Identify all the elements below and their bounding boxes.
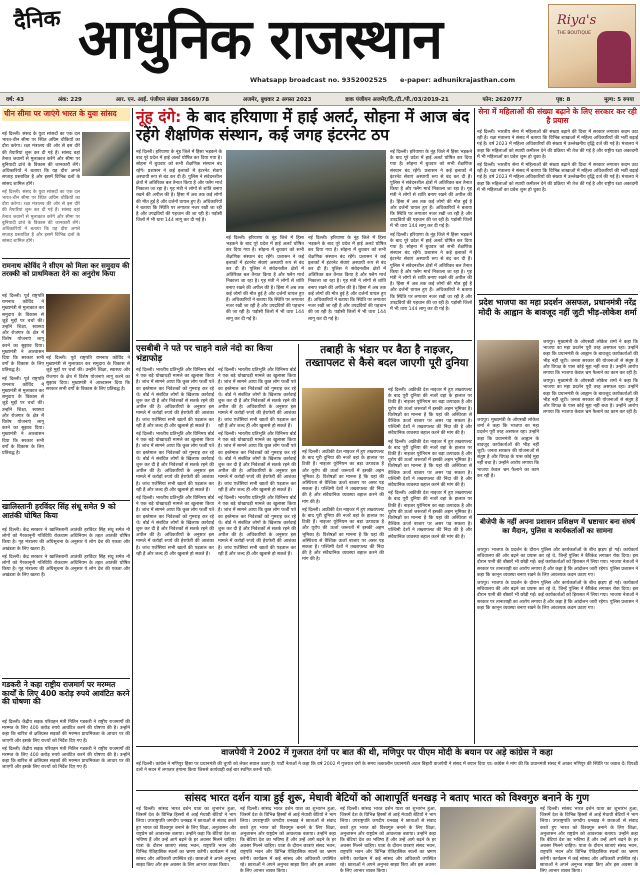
niger-body-1: नई दिल्ली। अफ्रीकी देश नाइजर में हुए तख्तापलट के बाद पूरी दुनिया की नजरें वहां के हालात पर टिकी हैं। नाइजर यूरेनियम का बड़ा उत्पादक है और यूरोप की ऊर्जा जरूरतों में इसकी अहम भूमिका है। विशेषज्ञों का मानना है कि यहां की अस्थिरता से वैश्विक ऊर्जा बाजार पर असर पड़ सकता है। पश्चिमी देशों ने तख्तापलट की निंदा की है और संवैधानिक व्यवस्था बहाल करने की मांग की है। नई दिल्ली। अफ्रीकी देश नाइजर में हुए तख्तापलट के बाद पूरी दुनिया की नजरें वहां के हालात पर टिकी हैं। नाइजर यूरेनियम का बड़ा उत्पादक है और यूरोप की ऊर्जा जरूरतों में इसकी अहम भूमिका है। विशेषज्ञों का मानना है कि यहां की अस्थिरता से वैश्विक ऊर्जा बाजार पर असर पड़ सकता है। पश्चिमी देशों ने तख्तापलट की निंदा की है और संवैधानिक व्यवस्था बहाल करने की मांग की है। <box>302 450 384 563</box>
left-mid-headline: रामनाथ कोविंद ने सीएम को मिला कर समुदाय की तरक्की को प्राथमिकता देने का अनुरोध किया <box>2 262 130 279</box>
left-mid-photo <box>46 294 130 352</box>
lead-story <box>136 108 472 338</box>
sebi-story <box>136 344 296 744</box>
bottom-photo <box>440 807 536 869</box>
right-mid-photo <box>477 340 539 414</box>
niger-body-2: नई दिल्ली। अफ्रीकी देश नाइजर में हुए तख्तापलट के बाद पूरी दुनिया की नजरें वहां के हालात पर टिकी हैं। नाइजर यूरेनियम का बड़ा उत्पादक है और यूरोप की ऊर्जा जरूरतों में इसकी अहम भूमिका है। विशेषज्ञों का मानना है कि यहां की अस्थिरता से वैश्विक ऊर्जा बाजार पर असर पड़ सकता है। पश्चिमी देशों ने तख्तापलट की निंदा की है और संवैधानिक व्यवस्था बहाल करने की मांग की है। नई दिल्ली। अफ्रीकी देश नाइजर में हुए तख्तापलट के बाद पूरी दुनिया की नजरें वहां के हालात पर टिकी हैं। नाइजर यूरेनियम का बड़ा उत्पादक है और यूरोप की ऊर्जा जरूरतों में इसकी अहम भूमिका है। विशेषज्ञों का मानना है कि यहां की अस्थिरता से वैश्विक ऊर्जा बाजार पर असर पड़ सकता है। पश्चिमी देशों ने तख्तापलट की निंदा की है और संवैधानिक व्यवस्था बहाल करने की मांग की है। नई दिल्ली। अफ्रीकी देश नाइजर में हुए तख्तापलट के बाद पूरी दुनिया की नजरें वहां के हालात पर टिकी हैं। नाइजर यूरेनियम का बड़ा उत्पादक है और यूरोप की ऊर्जा जरूरतों में इसकी अहम भूमिका है। विशेषज्ञों का मानना है कि यहां की अस्थिरता से वैश्विक ऊर्जा बाजार पर असर पड़ सकता है। पश्चिमी देशों ने तख्तापलट की निंदा की है और संवैधानिक व्यवस्था बहाल करने की मांग की है। <box>388 388 472 540</box>
right-column <box>477 108 638 744</box>
lead-body-2: नई दिल्ली। हरियाणा के नूंह जिले में हिंसा भड़कने के बाद पूरे प्रदेश में हाई अलर्ट घोषित कर दिया गया है। सोहना में बुधवार को सभी शैक्षणिक संस्थान बंद रहेंगे। प्रशासन ने कई इलाकों में इंटरनेट सेवाएं अस्थायी रूप से बंद कर दी हैं। पुलिस ने संवेदनशील क्षेत्रों में अतिरिक्त बल तैनात किया है और फ्लैग मार्च निकाला जा रहा है। गृह मंत्री ने लोगों से शांति बनाए रखने की अपील की है। हिंसा में अब तक कई लोगों की मौत हुई है और दर्जनों घायल हुए हैं। अधिकारियों ने बताया कि स्थिति पर लगातार नजर रखी जा रही है और उपद्रवियों की पहचान की जा रही है। पड़ोसी जिलों में भी धारा 144 लागू कर दी गई है। <box>226 236 304 322</box>
band-body: नई दिल्ली। कांग्रेस ने मणिपुर हिंसा पर प्रधानमंत्री की चुप्पी को लेकर सवाल उठाए हैं। पार्टी नेताओं ने कहा कि वर्ष 2002 में गुजरात दंगों के समय तत्कालीन प्रधानमंत्री अटल बिहारी वाजपेयी ने संसद में बयान दिया था। कांग्रेस ने मांग की कि प्रधानमंत्री संसद में आकर मणिपुर की स्थिति पर जवाब दें। विपक्षी दलों ने सदन में लगातार हंगामा किया जिससे कार्यवाही कई बार स्थगित करनी पड़ी। <box>136 762 638 774</box>
niger-story <box>302 344 472 744</box>
right-top-body: नई दिल्ली। भारतीय सेना में महिलाओं की संख्या बढ़ाने की दिशा में सरकार लगातार कदम उठा रही है। रक्षा मंत्रालय ने संसद में बताया कि विभिन्न शाखाओं में महिला अधिकारियों की भर्ती बढ़ाई गई है। वर्ष 2023 में महिला अधिकारियों की संख्या में उल्लेखनीय वृद्धि दर्ज की गई है। मंत्रालय ने कहा कि महिलाओं को स्थायी कमीशन देने की प्रक्रिया भी तेज की गई है और राष्ट्रीय रक्षा अकादमी में भी महिलाओं का प्रवेश शुरू हो चुका है। नई दिल्ली। भारतीय सेना में महिलाओं की संख्या बढ़ाने की दिशा में सरकार लगातार कदम उठा रही है। रक्षा मंत्रालय ने संसद में बताया कि विभिन्न शाखाओं में महिला अधिकारियों की भर्ती बढ़ाई गई है। वर्ष 2023 में महिला अधिकारियों की संख्या में उल्लेखनीय वृद्धि दर्ज की गई है। मंत्रालय ने कहा कि महिलाओं को स्थायी कमीशन देने की प्रक्रिया भी तेज की गई है और राष्ट्रीय रक्षा अकादमी में भी महिलाओं का प्रवेश शुरू हो चुका है। <box>477 130 638 193</box>
left-mid-body: नई दिल्ली। पूर्व राष्ट्रपति रामनाथ कोविंद ने मुख्यमंत्री से मुलाकात कर समुदाय के विकास से जुड़े मुद्दों पर चर्चा की। उन्होंने शिक्षा, स्वास्थ्य और रोजगार के क्षेत्र में विशेष योजनाएं लागू करने का सुझाव दिया। मुख्यमंत्री ने आश्वासन दिया कि सरकार सभी वर्गों के विकास के लिए प्रतिबद्ध है। नई दिल्ली। पूर्व राष्ट्रपति रामनाथ कोविंद ने मुख्यमंत्री से मुलाकात कर समुदाय के विकास से जुड़े मुद्दों पर चर्चा की। उन्होंने शिक्षा, स्वास्थ्य और रोजगार के क्षेत्र में विशेष योजनाएं लागू करने का सुझाव दिया। मुख्यमंत्री ने आश्वासन दिया कि सरकार सभी वर्गों के विकास के लिए प्रतिबद्ध है। <box>2 294 44 457</box>
left-bottom-headline: गडकरी ने कहा राष्ट्रीय राजमार्ग पर मरम्मत कार्यों के लिए 400 करोड़ रुपये आवंटित करने की घोषणा की <box>2 680 130 707</box>
date: अजमेर, बुधवार 2 अगस्त 2023 <box>242 97 312 103</box>
sebi-body-1: नई दिल्ली। भारतीय प्रतिभूति और विनिमय बोर्ड ने एक बड़े धोखाधड़ी मामले का खुलासा किया है। जांच में सामने आया कि कुछ लोग फर्जी पते का इस्तेमाल कर निवेशकों को गुमराह कर रहे थे। बोर्ड ने संबंधित लोगों के खिलाफ कार्रवाई शुरू कर दी है और निवेशकों से सतर्क रहने की अपील की है। अधिकारियों के अनुसार इस मामले में करोड़ों रुपये की हेराफेरी की आशंका है। जांच एजेंसियां सभी खातों की पड़ताल कर रही हैं और जल्द ही और खुलासे हो सकते हैं। नई दिल्ली। भारतीय प्रतिभूति और विनिमय बोर्ड ने एक बड़े धोखाधड़ी मामले का खुलासा किया है। जांच में सामने आया कि कुछ लोग फर्जी पते का इस्तेमाल कर निवेशकों को गुमराह कर रहे थे। बोर्ड ने संबंधित लोगों के खिलाफ कार्रवाई शुरू कर दी है और निवेशकों से सतर्क रहने की अपील की है। अधिकारियों के अनुसार इस मामले में करोड़ों रुपये की हेराफेरी की आशंका है। जांच एजेंसियां सभी खातों की पड़ताल कर रही हैं और जल्द ही और खुलासे हो सकते हैं। नई दिल्ली। भारतीय प्रतिभूति और विनिमय बोर्ड ने एक बड़े धोखाधड़ी मामले का खुलासा किया है। जांच में सामने आया कि कुछ लोग फर्जी पते का इस्तेमाल कर निवेशकों को गुमराह कर रहे थे। बोर्ड ने संबंधित लोगों के खिलाफ कार्रवाई शुरू कर दी है और निवेशकों से सतर्क रहने की अपील की है। अधिकारियों के अनुसार इस मामले में करोड़ों रुपये की हेराफेरी की आशंका है। जांच एजेंसियां सभी खातों की पड़ताल कर रही हैं और जल्द ही और खुलासे हो सकते हैं। <box>136 368 214 557</box>
bottom-body-2: नई दिल्ली। सांसद भारत दर्शन यात्रा का शुभारंभ हुआ, जिसमें देश के विभिन्न हिस्सों से आई मेधावी बेटियों ने भाग लिया। उपराष्ट्रपति जगदीप धनखड़ ने छात्राओं से संवाद करते हुए भारत को विश्वगुरु बनाने के लिए शिक्षा, अनुशासन और राष्ट्रप्रेम को आवश्यक बताया। उन्होंने कहा कि बेटियां देश का भविष्य हैं और उन्हें आगे बढ़ने के हर अवसर मिलने चाहिए। यात्रा के दौरान छात्राएं संसद भवन, राष्ट्रपति भवन और विभिन्न ऐतिहासिक स्थलों का भ्रमण करेंगी। कार्यक्रम में कई सांसद और अधिकारी उपस्थित रहे। छात्राओं ने अपने अनुभव साझा किए और इस अवसर के लिए आभार व्यक्त किया। <box>240 807 336 875</box>
band-headline: वाजपेयी ने 2002 में गुजरात दंगों पर बात की थी, मणिपुर पर पीएम मोदी के बयान पर अड़े कांग्रेस ने कहा <box>221 748 553 758</box>
dateline <box>0 92 640 106</box>
issue: अंक: 229 <box>57 97 82 103</box>
lead-headline <box>136 108 472 144</box>
lead-body-4: नई दिल्ली। हरियाणा के नूंह जिले में हिंसा भड़कने के बाद पूरे प्रदेश में हाई अलर्ट घोषित कर दिया गया है। सोहना में बुधवार को सभी शैक्षणिक संस्थान बंद रहेंगे। प्रशासन ने कई इलाकों में इंटरनेट सेवाएं अस्थायी रूप से बंद कर दी हैं। पुलिस ने संवेदनशील क्षेत्रों में अतिरिक्त बल तैनात किया है और फ्लैग मार्च निकाला जा रहा है। गृह मंत्री ने लोगों से शांति बनाए रखने की अपील की है। हिंसा में अब तक कई लोगों की मौत हुई है और दर्जनों घायल हुए हैं। अधिकारियों ने बताया कि स्थिति पर लगातार नजर रखी जा रही है और उपद्रवियों की पहचान की जा रही है। पड़ोसी जिलों में भी धारा 144 लागू कर दी गई है। नई दिल्ली। हरियाणा के नूंह जिले में हिंसा भड़कने के बाद पूरे प्रदेश में हाई अलर्ट घोषित कर दिया गया है। सोहना में बुधवार को सभी शैक्षणिक संस्थान बंद रहेंगे। प्रशासन ने कई इलाकों में इंटरनेट सेवाएं अस्थायी रूप से बंद कर दी हैं। पुलिस ने संवेदनशील क्षेत्रों में अतिरिक्त बल तैनात किया है और फ्लैग मार्च निकाला जा रहा है। गृह मंत्री ने लोगों से शांति बनाए रखने की अपील की है। हिंसा में अब तक कई लोगों की मौत हुई है और दर्जनों घायल हुए हैं। अधिकारियों ने बताया कि स्थिति पर लगातार नजर रखी जा रही है और उपद्रवियों की पहचान की जा रही है। पड़ोसी जिलों में भी धारा 144 लागू कर दी गई है। <box>390 150 472 313</box>
postal-reg: डाक पंजीयन अजमेर/दि./टी./पी./03/2019-21 <box>345 97 449 103</box>
right-mid-headline: प्रदेश भाजपा का महा प्रदर्शन असफल, प्रधानमंत्री नरेंद्र मोदी के आह्वान के बावजूद नहीं जुटी भीड़-लोकेश शर्मा <box>478 298 637 317</box>
price: मूल्य: 5 रुपया <box>604 97 634 103</box>
lead-body-1: नई दिल्ली। हरियाणा के नूंह जिले में हिंसा भड़कने के बाद पूरे प्रदेश में हाई अलर्ट घोषित कर दिया गया है। सोहना में बुधवार को सभी शैक्षणिक संस्थान बंद रहेंगे। प्रशासन ने कई इलाकों में इंटरनेट सेवाएं अस्थायी रूप से बंद कर दी हैं। पुलिस ने संवेदनशील क्षेत्रों में अतिरिक्त बल तैनात किया है और फ्लैग मार्च निकाला जा रहा है। गृह मंत्री ने लोगों से शांति बनाए रखने की अपील की है। हिंसा में अब तक कई लोगों की मौत हुई है और दर्जनों घायल हुए हैं। अधिकारियों ने बताया कि स्थिति पर लगातार नजर रखी जा रही है और उपद्रवियों की पहचान की जा रही है। पड़ोसी जिलों में भी धारा 144 लागू कर दी गई है। <box>136 150 222 224</box>
year: वर्ष: 43 <box>6 97 25 103</box>
bottom-story <box>136 793 638 875</box>
right-lower-body: जयपुर। भाजपा के प्रदर्शन के दौरान पुलिस और कार्यकर्ताओं के बीच झड़प हो गई। कार्यकर्ता सचिवालय की ओर बढ़ने का प्रयास कर रहे थे, जिन्हें पुलिस ने बैरिकेड लगाकर रोक दिया। इस दौरान पानी की बौछारें भी छोड़ी गईं। कई कार्यकर्ताओं को हिरासत में लिया गया। भाजपा नेताओं ने सरकार पर तानाशाही का आरोप लगाया है और कहा है कि आंदोलन जारी रहेगा। पुलिस प्रशासन ने कहा कि कानून व्यवस्था बनाए रखने के लिए आवश्यक कदम उठाए गए। जयपुर। भाजपा के प्रदर्शन के दौरान पुलिस और कार्यकर्ताओं के बीच झड़प हो गई। कार्यकर्ता सचिवालय की ओर बढ़ने का प्रयास कर रहे थे, जिन्हें पुलिस ने बैरिकेड लगाकर रोक दिया। इस दौरान पानी की बौछारें भी छोड़ी गईं। कई कार्यकर्ताओं को हिरासत में लिया गया। भाजपा नेताओं ने सरकार पर तानाशाही का आरोप लगाया है और कहा है कि आंदोलन जारी रहेगा। पुलिस प्रशासन ने कहा कि कानून व्यवस्था बनाए रखने के लिए आवश्यक कदम उठाए गए। <box>477 548 638 611</box>
masthead <box>0 0 640 92</box>
niger-headline: तबाही के भंडार पर बैठा है नाइजर, तख्तापलट से कैसे बदल जाएगी पूरी दुनिया <box>305 344 469 369</box>
lead-body-3: नई दिल्ली। हरियाणा के नूंह जिले में हिंसा भड़कने के बाद पूरे प्रदेश में हाई अलर्ट घोषित कर दिया गया है। सोहना में बुधवार को सभी शैक्षणिक संस्थान बंद रहेंगे। प्रशासन ने कई इलाकों में इंटरनेट सेवाएं अस्थायी रूप से बंद कर दी हैं। पुलिस ने संवेदनशील क्षेत्रों में अतिरिक्त बल तैनात किया है और फ्लैग मार्च निकाला जा रहा है। गृह मंत्री ने लोगों से शांति बनाए रखने की अपील की है। हिंसा में अब तक कई लोगों की मौत हुई है और दर्जनों घायल हुए हैं। अधिकारियों ने बताया कि स्थिति पर लगातार नजर रखी जा रही है और उपद्रवियों की पहचान की जा रही है। पड़ोसी जिलों में भी धारा 144 लागू कर दी गई है। <box>308 236 386 322</box>
left-bottom-body: नई दिल्ली। केंद्रीय सड़क परिवहन मंत्री नितिन गडकरी ने राष्ट्रीय राजमार्गों की मरम्मत के लिए 400 करोड़ रुपये आवंटित करने की घोषणा की है। उन्होंने कहा कि बारिश से क्षतिग्रस्त सड़कों की मरम्मत प्राथमिकता के आधार पर की जाएगी और इसके लिए राज्यों को निर्देश दिए गए हैं। नई दिल्ली। केंद्रीय सड़क परिवहन मंत्री नितिन गडकरी ने राष्ट्रीय राजमार्गों की मरम्मत के लिए 400 करोड़ रुपये आवंटित करने की घोषणा की है। उन्होंने कहा कि बारिश से क्षतिग्रस्त सड़कों की मरम्मत प्राथमिकता के आधार पर की जाएगी और इसके लिए राज्यों को निर्देश दिए गए हैं। <box>2 720 130 771</box>
registration: आर. एन. आई. पंजीयन संख्या 38669/78 <box>115 97 210 103</box>
phone: फोन: 2620777 <box>482 97 523 103</box>
bottom-body-3: नई दिल्ली। सांसद भारत दर्शन यात्रा का शुभारंभ हुआ, जिसमें देश के विभिन्न हिस्सों से आई मेधावी बेटियों ने भाग लिया। उपराष्ट्रपति जगदीप धनखड़ ने छात्राओं से संवाद करते हुए भारत को विश्वगुरु बनाने के लिए शिक्षा, अनुशासन और राष्ट्रप्रेम को आवश्यक बताया। उन्होंने कहा कि बेटियां देश का भविष्य हैं और उन्हें आगे बढ़ने के हर अवसर मिलने चाहिए। यात्रा के दौरान छात्राएं संसद भवन, राष्ट्रपति भवन और विभिन्न ऐतिहासिक स्थलों का भ्रमण करेंगी। कार्यक्रम में कई सांसद और अधिकारी उपस्थित रहे। छात्राओं ने अपने अनुभव साझा किए और इस अवसर के लिए आभार व्यक्त किया। <box>340 807 436 875</box>
left-top-headline: चीन सीमा पर जाएंगे भारत के युवा सांसद <box>2 108 130 121</box>
lead-headline-text: के बाद हरियाणा में हाई अलर्ट, सोहना में आज बंद रहेंगे शैक्षणिक संस्थान, कई जगह इंटरनेट ठप <box>136 108 470 144</box>
left-top-photo <box>82 132 130 176</box>
bottom-body-1: नई दिल्ली। सांसद भारत दर्शन यात्रा का शुभारंभ हुआ, जिसमें देश के विभिन्न हिस्सों से आई मेधावी बेटियों ने भाग लिया। उपराष्ट्रपति जगदीप धनखड़ ने छात्राओं से संवाद करते हुए भारत को विश्वगुरु बनाने के लिए शिक्षा, अनुशासन और राष्ट्रप्रेम को आवश्यक बताया। उन्होंने कहा कि बेटियां देश का भविष्य हैं और उन्हें आगे बढ़ने के हर अवसर मिलने चाहिए। यात्रा के दौरान छात्राएं संसद भवन, राष्ट्रपति भवन और विभिन्न ऐतिहासिक स्थलों का भ्रमण करेंगी। कार्यक्रम में कई सांसद और अधिकारी उपस्थित रहे। छात्राओं ने अपने अनुभव साझा किए और इस अवसर के लिए आभार व्यक्त किया। <box>136 807 236 868</box>
sebi-body-2: नई दिल्ली। भारतीय प्रतिभूति और विनिमय बोर्ड ने एक बड़े धोखाधड़ी मामले का खुलासा किया है। जांच में सामने आया कि कुछ लोग फर्जी पते का इस्तेमाल कर निवेशकों को गुमराह कर रहे थे। बोर्ड ने संबंधित लोगों के खिलाफ कार्रवाई शुरू कर दी है और निवेशकों से सतर्क रहने की अपील की है। अधिकारियों के अनुसार इस मामले में करोड़ों रुपये की हेराफेरी की आशंका है। जांच एजेंसियां सभी खातों की पड़ताल कर रही हैं और जल्द ही और खुलासे हो सकते हैं। नई दिल्ली। भारतीय प्रतिभूति और विनिमय बोर्ड ने एक बड़े धोखाधड़ी मामले का खुलासा किया है। जांच में सामने आया कि कुछ लोग फर्जी पते का इस्तेमाल कर निवेशकों को गुमराह कर रहे थे। बोर्ड ने संबंधित लोगों के खिलाफ कार्रवाई शुरू कर दी है और निवेशकों से सतर्क रहने की अपील की है। अधिकारियों के अनुसार इस मामले में करोड़ों रुपये की हेराफेरी की आशंका है। जांच एजेंसियां सभी खातों की पड़ताल कर रही हैं और जल्द ही और खुलासे हो सकते हैं। नई दिल्ली। भारतीय प्रतिभूति और विनिमय बोर्ड ने एक बड़े धोखाधड़ी मामले का खुलासा किया है। जांच में सामने आया कि कुछ लोग फर्जी पते का इस्तेमाल कर निवेशकों को गुमराह कर रहे थे। बोर्ड ने संबंधित लोगों के खिलाफ कार्रवाई शुरू कर दी है और निवेशकों से सतर्क रहने की अपील की है। अधिकारियों के अनुसार इस मामले में करोड़ों रुपये की हेराफेरी की आशंका है। जांच एजेंसियां सभी खातों की पड़ताल कर रही हैं और जल्द ही और खुलासे हो सकते हैं। <box>218 368 296 557</box>
left-column <box>2 108 130 808</box>
bottom-headline: सांसद भारत दर्शन यात्रा हुई शुरू, मेधावी बेटियों को आशापूर्ति धनखड़ ने बताए भारत को विश्वगुरु बनाने के गुण <box>184 793 590 804</box>
right-top-headline: सेना में महिलाओं की संख्या बढ़ाने के लिए सरकार कर रही है प्रयास <box>478 107 637 125</box>
epaper-line: e-paper: adhunikrajasthan.com <box>400 76 516 84</box>
left-mid-body-2: नई दिल्ली। पूर्व राष्ट्रपति रामनाथ कोविंद ने मुख्यमंत्री से मुलाकात कर समुदाय के विकास से जुड़े मुद्दों पर चर्चा की। उन्होंने शिक्षा, स्वास्थ्य और रोजगार के क्षेत्र में विशेष योजनाएं लागू करने का सुझाव दिया। मुख्यमंत्री ने आश्वासन दिया कि सरकार सभी वर्गों के विकास के लिए प्रतिबद्ध है। <box>46 356 130 393</box>
ad-brand: Riya's <box>557 13 597 28</box>
bottom-body-4: नई दिल्ली। सांसद भारत दर्शन यात्रा का शुभारंभ हुआ, जिसमें देश के विभिन्न हिस्सों से आई मेधावी बेटियों ने भाग लिया। उपराष्ट्रपति जगदीप धनखड़ ने छात्राओं से संवाद करते हुए भारत को विश्वगुरु बनाने के लिए शिक्षा, अनुशासन और राष्ट्रप्रेम को आवश्यक बताया। उन्होंने कहा कि बेटियां देश का भविष्य हैं और उन्हें आगे बढ़ने के हर अवसर मिलने चाहिए। यात्रा के दौरान छात्राएं संसद भवन, राष्ट्रपति भवन और विभिन्न ऐतिहासिक स्थलों का भ्रमण करेंगी। कार्यक्रम में कई सांसद और अधिकारी उपस्थित रहे। छात्राओं ने अपने अनुभव साझा किए और इस अवसर के लिए आभार व्यक्त किया। <box>540 807 638 875</box>
band-story <box>136 749 638 789</box>
boutique-ad <box>548 4 636 88</box>
right-mid-body-2: जयपुर। मुख्यमंत्री के ओएसडी लोकेश शर्मा ने कहा कि भाजपा का महा प्रदर्शन पूरी तरह असफल रहा। उन्होंने कहा कि प्रधानमंत्री के आह्वान के बावजूद कार्यकर्ताओं की भीड़ नहीं जुटी। जनता सरकार की योजनाओं से संतुष्ट है और विपक्ष के पास कोई मुद्दा नहीं बचा है। उन्होंने आरोप लगाया कि भाजपा केवल भ्रम फैलाने का काम कर रही है। <box>477 418 539 479</box>
whatsapp-line: Whatsapp broadcast no. 9352002525 <box>250 76 388 84</box>
ad-line: THE BOUTIQUE <box>557 31 592 36</box>
lead-kicker: नूंह दंगे: <box>136 108 182 126</box>
masthead-title: आधुनिक राजस्थान <box>78 7 442 71</box>
left-lower-headline: खालिस्तानी हरविंदर सिंह संधू समेत 9 को आतंकी घोषित किया <box>2 502 116 520</box>
left-lower-body: नई दिल्ली। केंद्र सरकार ने खालिस्तानी आतंकी हरविंदर सिंह संधू समेत नौ लोगों को गैरकानूनी गतिविधि रोकथाम अधिनियम के तहत आतंकी घोषित किया है। गृह मंत्रालय की अधिसूचना के अनुसार ये लोग देश की एकता और अखंडता के लिए खतरा हैं। नई दिल्ली। केंद्र सरकार ने खालिस्तानी आतंकी हरविंदर सिंह संधू समेत नौ लोगों को गैरकानूनी गतिविधि रोकथाम अधिनियम के तहत आतंकी घोषित किया है। गृह मंत्रालय की अधिसूचना के अनुसार ये लोग देश की एकता और अखंडता के लिए खतरा हैं। <box>2 528 130 579</box>
lead-photo <box>226 150 386 232</box>
sebi-headline: एसबीबी ने पते पर चाहने वाले नंदो का किया भंडाफोड़ <box>136 344 273 364</box>
masthead-prefix: दैनिक <box>13 6 62 35</box>
pages: पृष्ठ: 8 <box>555 97 571 103</box>
right-mid-body-1: जयपुर। मुख्यमंत्री के ओएसडी लोकेश शर्मा ने कहा कि भाजपा का महा प्रदर्शन पूरी तरह असफल रहा। उन्होंने कहा कि प्रधानमंत्री के आह्वान के बावजूद कार्यकर्ताओं की भीड़ नहीं जुटी। जनता सरकार की योजनाओं से संतुष्ट है और विपक्ष के पास कोई मुद्दा नहीं बचा है। उन्होंने आरोप लगाया कि भाजपा केवल भ्रम फैलाने का काम कर रही है। जयपुर। मुख्यमंत्री के ओएसडी लोकेश शर्मा ने कहा कि भाजपा का महा प्रदर्शन पूरी तरह असफल रहा। उन्होंने कहा कि प्रधानमंत्री के आह्वान के बावजूद कार्यकर्ताओं की भीड़ नहीं जुटी। जनता सरकार की योजनाओं से संतुष्ट है और विपक्ष के पास कोई मुद्दा नहीं बचा है। उन्होंने आरोप लगाया कि भाजपा केवल भ्रम फैलाने का काम कर रही है। <box>543 340 638 416</box>
right-lower-headline: बीजेपी के नहीं अपना प्रशासन प्रशिक्षण में भ्रष्टाचार बना संघर्ष का मैदान, पुलिस व कार्यकर्ताओं का सामना <box>479 518 636 535</box>
niger-photo <box>302 388 384 446</box>
left-top-body: नई दिल्ली। संसद के युवा सांसदों का एक दल भारत-चीन सीमा पर स्थित अग्रिम चौकियों का दौरा करेगा। रक्षा मंत्रालय की ओर से इस दौरे की तैयारियां शुरू कर दी गई हैं। सांसद वहां तैनात जवानों से मुलाकात करेंगे और सीमा पर बुनियादी ढांचे के विकास की जानकारी लेंगे। अधिकारियों ने बताया कि यह दौरा अगले सप्ताह प्रस्तावित है और इसमें विभिन्न दलों के सांसद शामिल होंगे। नई दिल्ली। संसद के युवा सांसदों का एक दल भारत-चीन सीमा पर स्थित अग्रिम चौकियों का दौरा करेगा। रक्षा मंत्रालय की ओर से इस दौरे की तैयारियां शुरू कर दी गई हैं। सांसद वहां तैनात जवानों से मुलाकात करेंगे और सीमा पर बुनियादी ढांचे के विकास की जानकारी लेंगे। अधिकारियों ने बताया कि यह दौरा अगले सप्ताह प्रस्तावित है और इसमें विभिन्न दलों के सांसद शामिल होंगे। <box>2 132 80 245</box>
